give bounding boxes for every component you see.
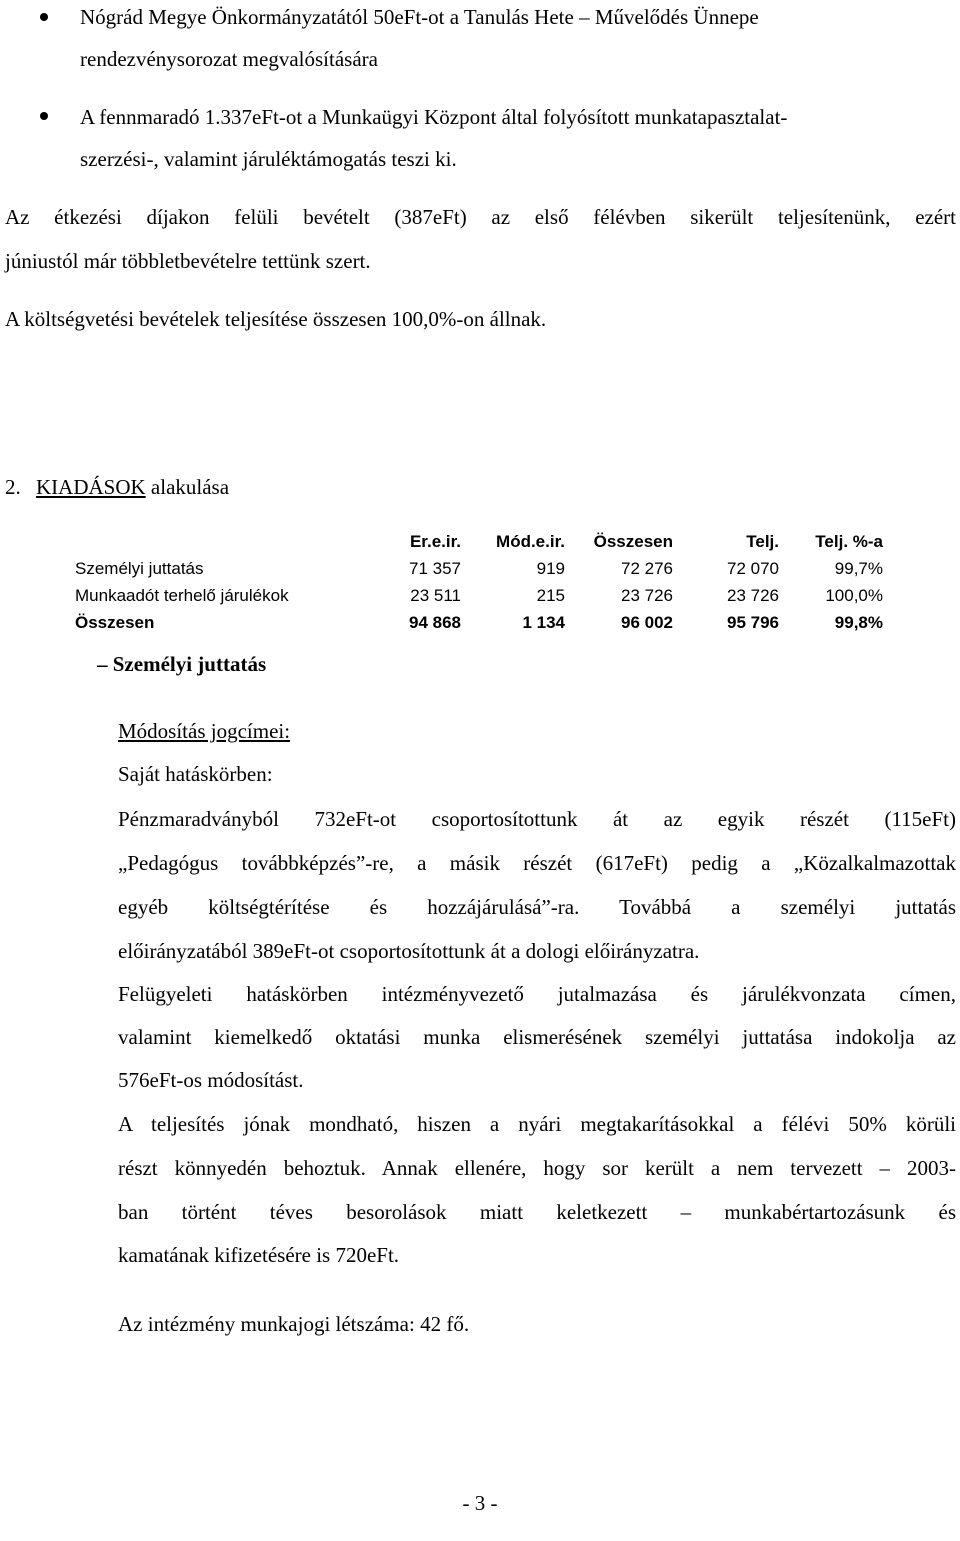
para-a-line-1: Pénzmaradványból 732eFt-ot csoportosítottunk át az egyik részét (115eFt) (118, 807, 956, 831)
page-number: - 3 - (462, 1491, 498, 1515)
table-cell: 99,8% (834, 613, 883, 632)
subheading-text: Személyi juttatás (112, 652, 267, 676)
para-c-line-3: ban történt téves besorolások miatt keletkezett – munkabértartozásunk és (118, 1200, 956, 1224)
bullet-2-line-2: szerzési-, valamint járuléktámogatás teszi ki. (80, 147, 457, 171)
table-header-label (75, 528, 375, 555)
headcount: Az intézmény munkajogi létszáma: 42 fő. (118, 1312, 470, 1336)
table-cell: 100,0% (825, 586, 883, 605)
para-b-line-2: valamint kiemelkedő oktatási munka elismerésének személyi juttatása indokolja az (118, 1025, 956, 1049)
para-a-line-2: „Pedagógus továbbképzés”-re, a másik részét (617eFt) pedig a „Közalkalmazottak (118, 851, 956, 875)
table-cell: 919 (536, 559, 565, 578)
para-c-line-2: részt könnyedén behoztuk. Annak ellenére, hogy sor került a nem tervezett – 2003- (118, 1156, 956, 1180)
table-header-telj-percent: Telj. %-a (815, 532, 883, 551)
table-header-telj: Telj. (746, 532, 779, 551)
table-cell: Személyi juttatás (75, 559, 204, 578)
table-cell: 1 134 (522, 613, 565, 632)
table-row (75, 582, 883, 609)
bullet-icon (40, 112, 48, 120)
para-b-line-1: Felügyeleti hatáskörben intézményvezető jutalmazása és járulékvonzata címen, (118, 982, 956, 1006)
bullet-icon (40, 13, 48, 21)
table-cell: 23 726 (621, 586, 673, 605)
bullet-2-line-1: A fennmaradó 1.337eFt-ot a Munkaügyi Központ által folyósított munkatapasztalat- (80, 105, 788, 129)
modification-title: Módosítás jogcímei: (118, 719, 291, 743)
bullet-1-line-2: rendezvénysorozat megvalósítására (80, 47, 378, 71)
table-cell: 23 726 (727, 586, 779, 605)
section-title-underlined: KIADÁSOK (36, 475, 146, 499)
para-b-line-3: 576eFt-os módosítást. (118, 1068, 304, 1092)
table-header-er-e-ir: Er.e.ir. (409, 532, 461, 551)
table-cell: 99,7% (834, 559, 883, 578)
table-cell: 23 511 (410, 586, 461, 605)
table-cell: 95 796 (727, 613, 779, 632)
bullet-1-line-1: Nógrád Megye Önkormányzatától 50eFt-ot a Tanulás Hete – Művelődés Ünnepe (80, 5, 759, 29)
table-cell: Munkaadót terhelő járulékok (75, 586, 289, 605)
table-cell: 72 276 (621, 559, 673, 578)
own-authority-label: Saját hatáskörben: (118, 762, 273, 786)
table-cell: 72 070 (727, 559, 779, 578)
section-title-rest: alakulása (145, 475, 230, 499)
table-header-row (75, 528, 883, 555)
para-c-line-1: A teljesítés jónak mondható, hiszen a nyári megtakarításokkal a félévi 50% körüli (118, 1112, 956, 1136)
table-header-mod-e-ir: Mód.e.ir. (496, 532, 565, 551)
table-row (75, 555, 883, 582)
table-cell: 71 357 (409, 559, 461, 578)
table-cell: Összesen (75, 613, 155, 632)
subheading (97, 652, 266, 677)
paragraph-1-line-1: Az étkezési díjakon felüli bevételt (387eFt) az első félévben sikerült teljesítenünk, ezért (5, 205, 956, 229)
section-heading (5, 475, 229, 500)
para-a-line-3: egyéb költségtérítése és hozzájárulásá”-ra. Továbbá a személyi juttatás (118, 895, 956, 919)
table-cell: 96 002 (621, 613, 673, 632)
para-a-line-4: előirányzatából 389eFt-ot csoportosítottunk át a dologi előirányzatra. (118, 939, 700, 963)
expenses-table (75, 528, 883, 636)
table-total-row (75, 609, 883, 636)
subheading-dash: – (97, 652, 108, 676)
paragraph-1-line-2: júniustól már többletbevételre tettünk szert. (5, 249, 371, 273)
table-header-osszesen: Összesen (593, 532, 673, 551)
paragraph-2: A költségvetési bevételek teljesítése összesen 100,0%-on állnak. (5, 307, 547, 331)
section-number: 2. (5, 475, 21, 499)
para-c-line-4: kamatának kifizetésére is 720eFt. (118, 1243, 400, 1267)
table-cell: 94 868 (409, 613, 461, 632)
table-cell: 215 (536, 586, 565, 605)
